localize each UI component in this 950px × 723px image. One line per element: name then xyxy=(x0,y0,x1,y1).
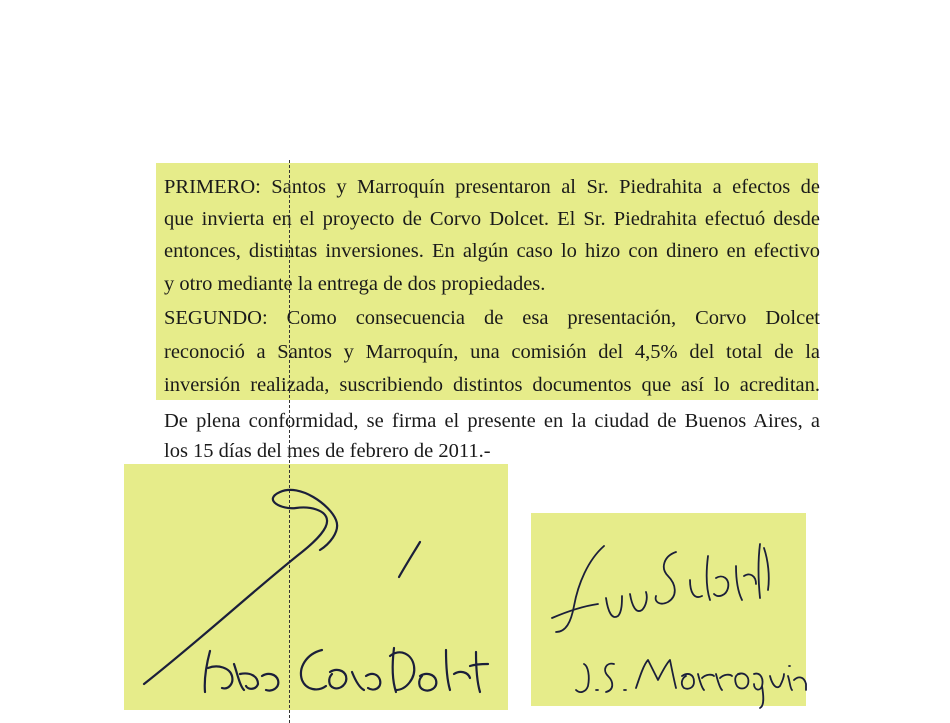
clause-primero-line-3: entonces, distintas inversiones. En algún caso lo hizo con dinero en efectivo xyxy=(164,240,820,262)
closing-line-2: los 15 días del mes de febrero de 2011.- xyxy=(164,440,491,462)
clause-segundo-line-1: SEGUNDO: Como consecuencia de esa presentación, Corvo Dolcet xyxy=(164,307,820,329)
clause-primero-line-2: que invierta en el proyecto de Corvo Dolcet. El Sr. Piedrahita efectuó desde xyxy=(164,208,820,230)
clause-primero-line-1: PRIMERO: Santos y Marroquín presentaron al Sr. Piedrahita a efectos de xyxy=(164,176,820,198)
clause-segundo-line-3: inversión realizada, suscribiendo distintos documentos que así lo acreditan. xyxy=(164,374,820,396)
clause-segundo-line-2: reconoció a Santos y Marroquín, una comisión del 4,5% del total de la xyxy=(164,341,820,363)
closing-line-1: De plena conformidad, se firma el presente en la ciudad de Buenos Aires, a xyxy=(164,410,820,432)
clause-primero-line-4: y otro mediante la entrega de dos propiedades. xyxy=(164,273,546,295)
signature-right-ink xyxy=(552,544,806,708)
signature-left-ink xyxy=(144,490,488,692)
